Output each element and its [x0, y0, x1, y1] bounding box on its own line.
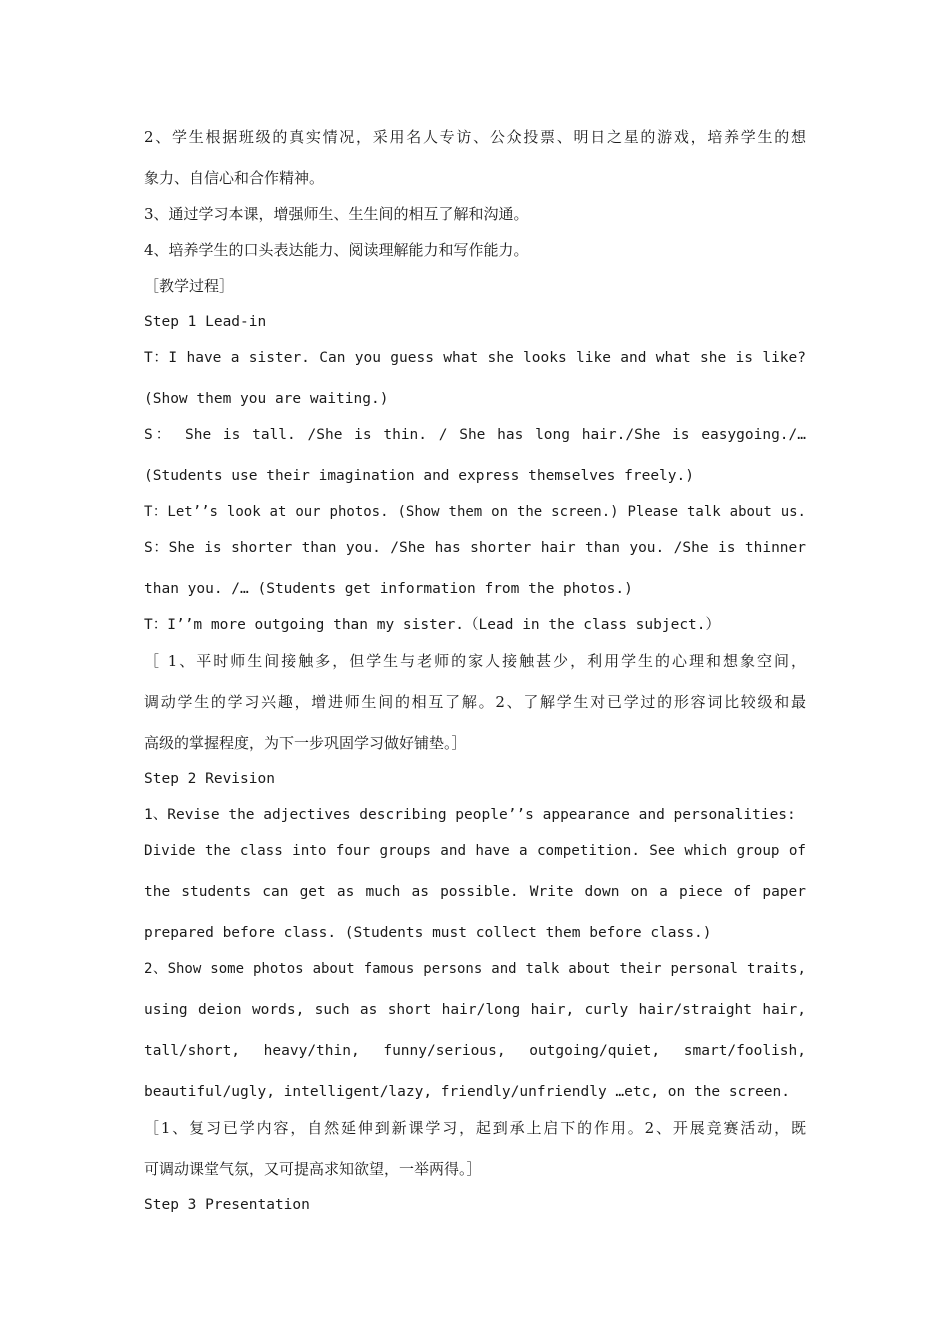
text-line: T：I’’m more outgoing than my sister.（Lead in the class subject.） [144, 617, 721, 633]
text-line: 可调动课堂气氛，又可提高求知欲望，一举两得。］ [144, 1160, 482, 1178]
text-line: ［ 1、平时师生间接触多，但学生与老师的家人接触甚少，利用学生的心理和想象空间， [144, 652, 806, 670]
text-line: 象力、自信心和合作精神。 [144, 169, 325, 187]
text-line: using deion words, such as short hair/long hair, curly hair/straight hair, [144, 1002, 806, 1018]
text-line: (Students use their imagination and express themselves freely.) [144, 468, 694, 484]
step-heading: Step 1 Lead-in [144, 314, 267, 330]
text-line: 4、培养学生的口头表达能力、阅读理解能力和写作能力。 [144, 241, 529, 259]
text-line: 调动学生的学习兴趣，增进师生间的相互了解。2、了解学生对已学过的形容词比较级和最 [144, 693, 806, 711]
step-heading: Step 3 Presentation [144, 1197, 310, 1213]
step-heading: Step 2 Revision [144, 771, 275, 787]
text-line: T：Let’’s look at our photos. (Show them on the screen.) Please talk about us. [144, 504, 806, 520]
text-line: T：I have a sister. Can you guess what she looks like and what she is like? [144, 350, 806, 366]
section-heading: ［教学过程］ [144, 277, 235, 295]
text-line: S： She is tall. /She is thin. / She has long hair./She is easygoing./… [144, 427, 806, 443]
text-line: 2、学生根据班级的真实情况，采用名人专访、公众投票、明日之星的游戏，培养学生的想 [144, 128, 806, 146]
text-line: ［1、复习已学内容，自然延伸到新课学习，起到承上启下的作用。2、开展竞赛活动，既 [144, 1119, 806, 1137]
text-line: Divide the class into four groups and have a competition. See which group of [144, 843, 806, 859]
text-line: tall/short, heavy/thin, funny/serious, outgoing/quiet, smart/foolish, [144, 1043, 806, 1059]
text-line: 3、通过学习本课，增强师生、生生间的相互了解和沟通。 [144, 205, 529, 223]
text-line: than you. /… (Students get information from the photos.) [144, 581, 633, 597]
text-line: S：She is shorter than you. /She has shorter hair than you. /She is thinner [144, 540, 806, 556]
text-line: (Show them you are waiting.) [144, 391, 389, 407]
text-line: 2、Show some photos about famous persons and talk about their personal traits, [144, 961, 806, 977]
text-line: 1、Revise the adjectives describing people’’s appearance and personalities: [144, 807, 796, 823]
text-line: 高级的掌握程度，为下一步巩固学习做好铺垫。］ [144, 734, 467, 752]
text-line: beautiful/ugly, intelligent/lazy, friendly/unfriendly …etc, on the screen. [144, 1084, 791, 1100]
text-line: prepared before class. (Students must collect them before class.) [144, 925, 712, 941]
text-line: the students can get as much as possible. Write down on a piece of paper [144, 884, 806, 900]
